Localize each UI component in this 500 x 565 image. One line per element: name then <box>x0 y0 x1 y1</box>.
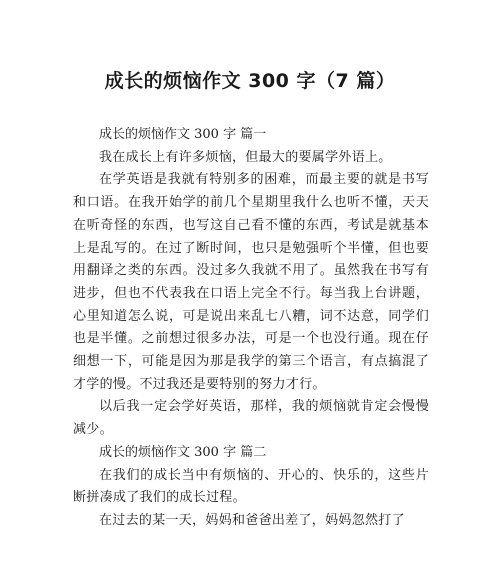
document-body <box>73 124 429 533</box>
paragraph: 在我们的成长当中有烦恼的、开心的、快乐的，这些片断拼凑成了我们的成长过程。 <box>73 467 429 506</box>
section-heading: 成长的烦恼作文 300 字 篇一 <box>99 127 267 142</box>
paragraph: 我在成长上有许多烦恼，但最大的要属学外语上。 <box>99 149 392 165</box>
paragraph: 以后我一定会学好英语，那样，我的烦恼就肯定会慢慢减少。 <box>73 399 429 438</box>
section-heading: 成长的烦恼作文 300 字 篇二 <box>99 444 267 460</box>
paragraph: 在学英语是我就有特别多的困难，而最主要的就是书写和口语。在我开始学的前几个星期里我什么也听不懂，天天在听奇怪的东西，也写这自己看不懂的东西，考试是就基本上是乱写的。在过了断时间，也只是勉强听个半懂，但也要用翻译之类的东西。没过多久我就不用了。虽然我在书写有进步，但也不代表我在口语上完全不行。每当我上台讲题，心里知道怎么说，可是说出来乱七八糟，词不达意，同学们也是半懂。之前想过很多办法，可是一个也没行通。现在仔细想一下，可能是因为那是我学的第三个语言，有点搞混了才学的慢。不过我还是要特别的努力才行。 <box>73 172 429 392</box>
paragraph: 在过去的某一天，妈妈和爸爸出差了，妈妈忽然打了 <box>99 512 405 528</box>
document-title: 成长的烦恼作文 300 字（7 篇） <box>104 70 396 92</box>
